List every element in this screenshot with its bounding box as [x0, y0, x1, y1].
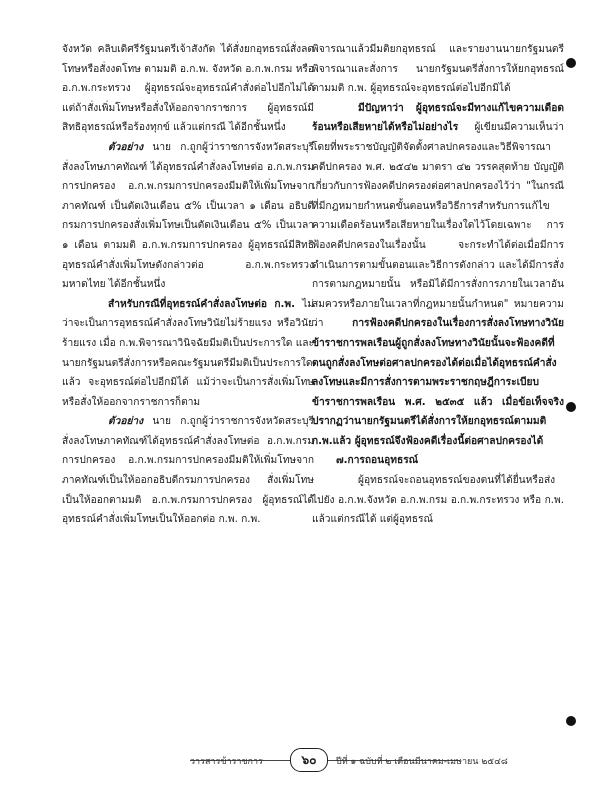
binding-hole-mark [566, 402, 576, 412]
issue-info: ปีที่ ๑ ฉบับที่ ๒ เดือนมีนาคม-เมษายน ๒๕๔๘ [336, 757, 508, 767]
example-paragraph [62, 412, 314, 530]
example-paragraph [62, 138, 314, 295]
paragraph-text: ผู้เขียนมีความเห็นว่า โดยที่พระราชบัญญัติจัดตั้งศาลปกครองและวิธีพิจารณาคดีปกครอง พ.ศ. ๒๕๔๒ มาตรา ๔๒ วรรคสุดท้าย บัญญัติเกี่ยวกับการฟ้องคดีปกครองต่อศาลปกครองไว้ว่า "ในกรณีที่มีกฎหมายกำหนดขั้นตอนหรือวิธีการสำหรับการแก้ไขความเดือดร้อนหรือเสียหายในเรื่องใดไว้โดยเฉพาะ การฟ้องคดีปกครองในเรื่องนั้น จะกระทำได้ต่อเมื่อมีการดำเนินการตามขั้นตอนและวิธีการดังกล่าว และได้มีการสั่งการตามกฎหมายนั้น หรือมิได้มีการสั่งการภายในเวลาอันสมควรหรือภายในเวลาที่กฎหมายนั้นกำหนด" หมายความว่า [312, 122, 564, 330]
paragraph [62, 295, 314, 413]
page-number: ๖๐ [290, 748, 328, 772]
binding-hole-mark [566, 716, 576, 726]
page-footer [190, 748, 508, 770]
binding-hole-mark [566, 58, 576, 68]
emphasis-text: สำหรับกรณีที่อุทธรณ์คำสั่งลงโทษต่อ ก.พ. [108, 298, 296, 310]
left-column [62, 40, 314, 530]
example-label: ตัวอย่าง [108, 416, 144, 428]
emphasis-text: มีปัญหาว่า ผู้อุทธรณ์จะมีทางแก้ไขความเดือดร้อนหรือเสียหายได้หรือไม่อย่างไร [312, 102, 564, 134]
right-column [312, 40, 564, 530]
example-text: นาย ก.ถูกผู้ว่าราชการจังหวัดสระบุรี สั่งลงโทษภาคทัณฑ์ ได้อุทธรณ์คำสั่งลงโทษต่อ อ.ก.พ.กรมการปกครอง อ.ก.พ.กรมการปกครองมีมติให้เพิ่มโทษจากภาคทัณฑ์ เป็นตัดเงินเดือน ๕% เป็นเวลา ๑ เดือน อธิบดีกรมการปกครองสั่งเพิ่มโทษเป็นตัดเงินเดือน ๕% เป็นเวลา ๑ เดือน ตามมติ อ.ก.พ.กรมการปกครอง ผู้อุทธรณ์มีสิทธิอุทธรณ์คำสั่งเพิ่มโทษดังกล่าวต่อ อ.ก.พ.กระทรวงมหาดไทย ได้อีกชั้นหนึ่ง [62, 141, 314, 291]
example-label: ตัวอย่าง [108, 141, 144, 153]
journal-name: วารสารข้าราชการ [190, 757, 263, 767]
example-text: นาย ก.ถูกผู้ว่าราชการจังหวัดสระบุรี สั่งลงโทษภาคทัณฑ์ได้อุทธรณ์คำสั่งลงโทษต่อ อ.ก.พ.กรมการปกครอง อ.ก.พ.กรมการปกครองมีมติให้เพิ่มโทษจากภาคทัณฑ์เป็นให้ออกอธิบดีกรมการปกครอง สั่งเพิ่มโทษเป็นให้ออกตามมติ อ.ก.พ.กรมการปกครอง ผู้อุทธรณ์ได้อุทธรณ์คำสั่งเพิ่มโทษเป็นให้ออกต่อ ก.พ. ก.พ. [62, 416, 314, 526]
section-heading: ๗.การถอนอุทธรณ์ [336, 455, 419, 467]
paragraph [312, 99, 564, 452]
paragraph: พิจารณาแล้วมีมติยกอุทธรณ์ และรายงานนายกรัฐมนตรีพิจารณาและสั่งการ นายกรัฐมนตรีสั่งการให้ยกอุทธรณ์ตามมติ ก.พ. ผู้อุทธรณ์จะอุทธรณ์ต่อไปอีกมิได้ [312, 44, 564, 95]
emphasis-text: การฟ้องคดีปกครองในเรื่องการสั่งลงโทษทางวินัย ข้าราชการพลเรือนผู้ถูกสั่งลงโทษทางวินัยนั้นจะฟ้องคดีที่ตนถูกสั่งลงโทษต่อศาลปกครองได้ต่อเมื่อได้อุทธรณ์คำสั่งลงโทษและมีการสั่งการตามพระราชกฤษฎีการะเบียบข้าราชการพลเรือน พ.ศ. ๒๕๓๕ แล้ว เมื่อข้อเท็จจริงปรากฏว่านายกรัฐมนตรีได้สั่งการให้ยกอุทธรณ์ตามมติ ก.พ.แล้ว ผู้อุทธรณ์จึงฟ้องคดีเรื่องนี้ต่อศาลปกครองได้ [312, 318, 564, 447]
paragraph: จังหวัด คลิบเดิศรีรัฐมนตรีเจ้าสังกัด ได้สั่งยกอุทธรณ์สั่งลดโทษหรือสั่งงดโทษ ตามมติ อ.ก.พ. จังหวัด อ.ก.พ.กรม หรือ อ.ก.พ.กระทรวง ผู้อุทธรณ์จะอุทธรณ์คำสั่งต่อไปอีกไม่ได้ แต่ถ้าสั่งเพิ่มโทษหรือสั่งให้ออกจากราชการ ผู้อุทธรณ์มีสิทธิอุทธรณ์หรือร้องทุกข์ แล้วแต่กรณี ได้อีกชั้นหนึ่ง [62, 44, 314, 134]
paragraph-text: ไม่ว่าจะเป็นการอุทธรณ์คำสั่งลงโทษวินัยไม่ร้ายแรง หรือวินัยร้ายแรง เมื่อ ก.พ.พิจารณาวินิจฉัยมีมติเป็นประการใด และนายกรัฐมนตรีสั่งการหรือคณะรัฐมนตรีมีมติเป็นประการใดแล้ว จะอุทธรณ์ต่อไปอีกมิได้ แม้ว่าจะเป็นการสั่งเพิ่มโทษ หรือสั่งให้ออกจากราชการก็ตาม [62, 298, 314, 408]
paragraph: ผู้อุทธรณ์จะถอนอุทธรณ์ของตนที่ได้ยื่นหรือส่งไปยัง อ.ก.พ.จังหวัด อ.ก.พ.กรม อ.ก.พ.กระทรวง หรือ ก.พ. แล้วแต่กรณีได้ แต่ผู้อุทธรณ์ [312, 475, 564, 526]
